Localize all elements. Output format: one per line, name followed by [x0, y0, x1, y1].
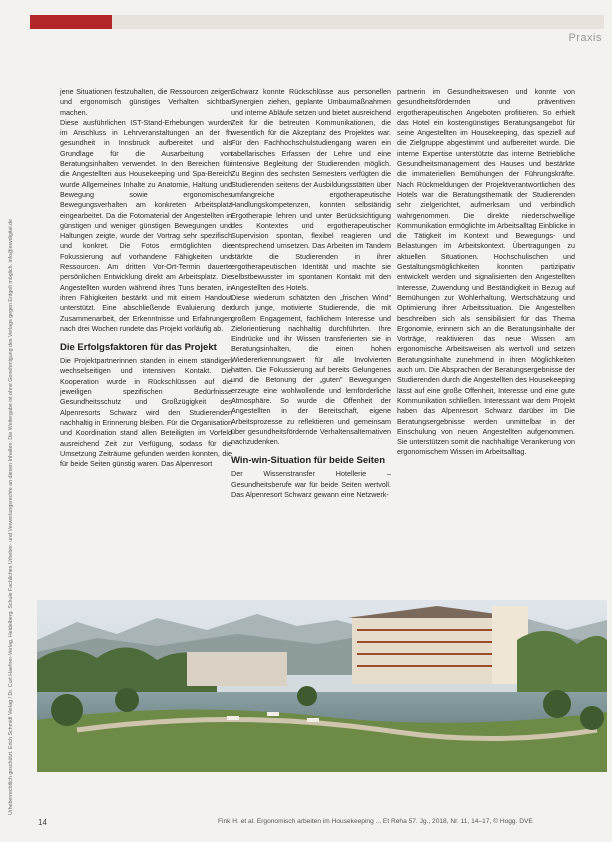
hotel-wing-left [187, 652, 287, 686]
section-heading: Die Erfolgsfaktoren für das Projekt [60, 342, 217, 354]
paragraph: Schwarz konnte Rückschlüsse aus personellen Synergien ziehen, geplante Umbaumaßnahmen und interne Abläufe setzen und bietet ausreichend Zeit für die betreuten Kommunikationen, die wesentlich für die Akzeptanz des Projektes war. Für den Fachhochschulstudiengang waren ein tabellarisches Erfassen der Lehre und eine intensive Begleitung der Studierenden möglich. Zu Beginn des sechsten Semesters verfügten die Studierenden seitens der Ausbildungsstätten über umfangreiche ergotherapeutische Handlungskompetenzen, konnten selbständig Ergotherapie lehren und unter Berücksichtigung des Kontextes und ergotherapeutischer Supervision spontan, flexibel reagieren und entsprechend umsetzen. Das Arbeiten im Tandem stärkte die Studierenden in ihrer ergotherapeutischen Identität und machte sie selbstbewusster im spontanen Kontakt mit den Angestellten des Hotels. [231, 87, 391, 292]
text-column-1 [60, 87, 232, 469]
text-column-3 [397, 87, 575, 458]
header-accent-block [30, 15, 112, 29]
paragraph: partnerin im Gesundheitswesen und konnte von gesundheitsfördernden und präventiven ergotherapeutischen Angeboten profitieren. So erhielt das Hotel ein kostengünstiges Beratungsangebot für seine Angestellten im Housekeeping, das speziell auf die Zielgruppe abgestimmt und aufbereitet wurde. Die interne Expertise unterstützte das interne Betriebliche Gesundheitsmanagement des Hauses und bestärkte die immateriellen Bemühungen der Führungskräfte. Nach Rückmeldungen der Projektverantwortlichen des Hotels war die Beratungsthematik der Studierenden sehr zielgerichtet, aufmerksam und verbindlich wahrgenommen. Die direkte niederschwellige Kommunikation ermöglichte im Arbeitsalltag Einblicke in die Tätigkeit im Kontext und Bewegungs- und Belastungen im Arbeitskontext. Übertragungen zu aktuellen Situationen. Hochschulischen und Gestaltungsmöglichkeiten konnten partizipativ entwickelt werden und signalisierten den Angestellten Interesse, Zuwendung und Beständigkeit in Bezug auf Bemühungen zur Wohlerhaltung, Wertschätzung und Optimierung ihrer Arbeitssituation. Die Angestellten beschreiben sich als sensibilisiert für das Thema Ergonomie, erinnern sich an die Beratungsinhalte der Vorträge, reaktivieren das neue Wissen am ergonomische Arbeitsweisen als wertvoll und setzen Beratungsinhalte zunehmend in ihren Möglichkeiten auch um. Die Absprachen der Beratungsergebnisse der Studierenden durch die Angestellten des Housekeeping lässt auf eine große Offenheit, Interesse und eine gute Kommunikation schließen. Interessant war dem Projekt haben das Alpenresort Schwarz darüber im Die Beratungsergebnisse werden unmittelbar in der Einschulung von neuen Angestellten aufgenommen. Sie unterstützen somit die nachhaltige Verankerung von ergonomischem Wissen im Arbeitsalltag. [397, 87, 575, 457]
header-bar [30, 15, 604, 29]
hotel-resort-photo [37, 600, 607, 772]
paragraph: Diese ausführlichen IST-Stand-Erhebungen wurden im Anschluss in Lehrveranstaltungen an der fh gesundheit in Innsbruck aufbereitet und als Grundlage für die Ausarbeitung von Beratungsinhalten verwendet. In den Bereichen für die Angestellten aus Housekeeping und Spa-Bereich wurde Allgemeines Inhalte zu Anatomie, Haltung und Bewegung sowie ergonomisches Bewegungsverhalten am konkreten Arbeitsplatz eingearbeitet. Da die Fotomaterial der Angestellten in günstigen und weniger günstigen Bewegungen und Haltungen zeigte, wurde der Vortrag sehr spezifisch und konkret. Die Fotos ermöglichten die Fokussierung auf vorhandene Fähigkeiten und Ressourcen. Am dritten Vor-Ort-Termin dauerte persönlichen Entwicklung direkt am Arbeitsplatz. Die Angestellten wurden während ihres Tuns beraten, in ihren Fähigkeiten bestärkt und mit einem Handout unterstützt. Eine abschließende Evaluierung der Zusammenarbeit, der Erkenntnisse und Erfahrungen nach drei Wochen rundete das Projekt vorläufig ab. [60, 117, 232, 333]
footer-citation: Fink H. et al. Ergonomisch arbeiten im Housekeeping ... Et Reha 57. Jg., 2018, Nr. 11, 14–17, © Hogg. DVE [218, 818, 533, 825]
section-title: Praxis [568, 32, 602, 44]
copyright-side-note: Urheberrechtlich geschützt. Erich Schmidt Verlag / Dr. Curt Haefner-Verlag, Heidelberg. Schule Fachliches Urheber- und Verwertungsrechte an diesen Inhalten: Die Weitergabe ist ohne Genehmigung des Verlags gegen Entgelt möglich. info@esvdigital.de [8, 219, 14, 815]
paragraph: Diese wiederum schätzten den „frischen Wind" durch junge, motivierte Studierende, die mit großem Engagement, fachlichem Interesse und Zielorientierung nachhaltig durchführten. Ihre Eindrücke und ihr Wissen transferierten sie in Beratungsinhalten, die einen hohen Wiedererkennungswert für alle Involvierten hatten. Die Fokussierung auf bereits Gelungenes und die Betonung der „guten" Bewegungen erzeugte eine wohlwollende und lernförderliche Atmosphäre. So wurde die Offenheit der Angestellten in der Bereitschaft, eigene Arbeitsprozesse zu reflektieren und gemeinsam über gesundheitsfördernde Verhaltensalternativen nachzudenken. [231, 292, 391, 447]
page-number: 14 [38, 818, 47, 827]
paragraph: Die Projektpartnerinnen standen in einem ständigen wechselseitigen und intensiven Kontakt. Die Kooperation wurde in Rückschlüssen auf die jeweiligen spezifischen Bedürfnisse Gesundheitsschutz und Großzügigkeit des Alpenresorts Schwarz wird den Studierenden nachhaltig in Erinnerung bleiben. Für die Organisation und Koordination stand allen Beteiligten im Vorfeld ausreichend Zeit zur Verfügung, sodass für die Umsetzung Zeiträume gefunden werden konnten, die für beide Seiten günstig waren. Das Alpenresort [60, 356, 232, 469]
paragraph: jene Situationen festzuhalten, die Ressourcen zeigen und ergonomisch günstiges Verhalten sichtbar machen. [60, 87, 232, 117]
section-heading: Win-win-Situation für beide Seiten [231, 455, 386, 467]
text-column-2 [231, 87, 391, 500]
paragraph: Der Wissenstransfer Hotellerie – Gesundheitsberufe war für beide Seiten wertvoll. Das Alpenresort Schwarz gewann eine Netzwerk- [231, 469, 391, 499]
